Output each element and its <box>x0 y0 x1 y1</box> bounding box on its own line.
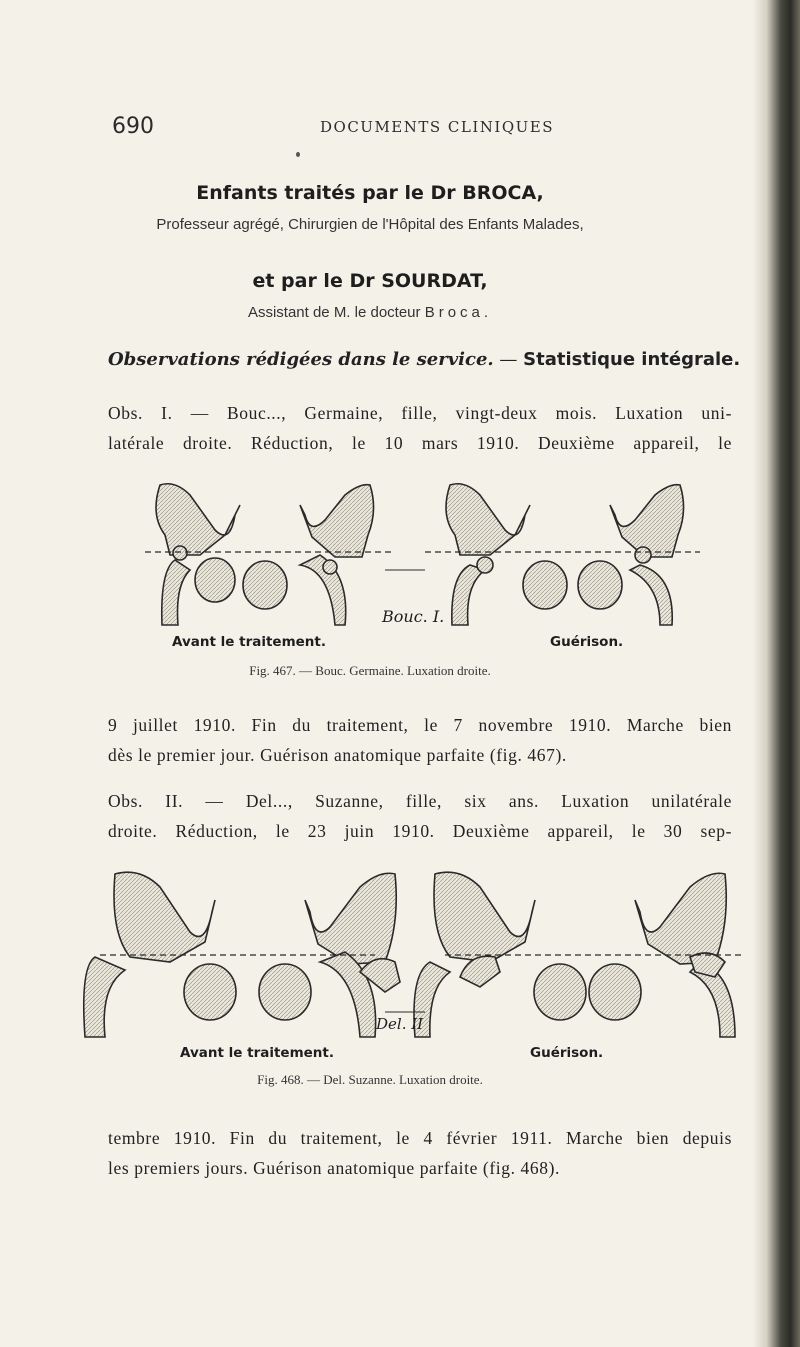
figure-468-caption: Fig. 468. — Del. Suzanne. Luxation droite. <box>257 1072 483 1087</box>
intro-subtitle-broca: Professeur agrégé, Chirurgien de l'Hôpital des Enfants Malades, <box>156 216 584 233</box>
running-title: DOCUMENTS CLINIQUES <box>320 118 555 136</box>
obs1-cont-line-1: 9 juillet 1910. Fin du traitement, le 7 novembre 1910. Marche bien <box>108 715 732 735</box>
intro-title-broca: Enfants traités par le Dr BROCA, <box>196 182 544 204</box>
obs1-line-1: Obs. I. — Bouc..., Germaine, fille, vingt-deux mois. Luxation uni- <box>108 403 732 423</box>
figure-468-label-before: Avant le traitement. <box>180 1045 334 1061</box>
figure-468-label-after: Guérison. <box>530 1045 604 1061</box>
obs2-cont-line-1: tembre 1910. Fin du traitement, le 4 février 1911. Marche bien depuis <box>108 1128 732 1148</box>
figure-468-handwritten-label: Del. II <box>376 1015 424 1033</box>
intro-assistant-text: Assistant de M. le docteur <box>247 304 425 321</box>
section-heading-bold: Statistique intégrale. <box>523 349 741 370</box>
obs2-paragraph <box>108 786 732 846</box>
page-number: 690 <box>112 114 154 139</box>
obs2-line-2: droite. Réduction, le 23 juin 1910. Deuxième appareil, le 30 sep- <box>108 821 732 841</box>
figure-468 <box>0 862 800 1077</box>
intro-broca-name: Broca. <box>424 304 493 321</box>
obs1-continuation-paragraph <box>108 710 732 770</box>
ink-speck <box>296 152 300 157</box>
figure-467-label-before: Avant le traitement. <box>172 634 326 650</box>
section-heading-italic: Observations rédigées dans le service. <box>108 349 494 370</box>
figure-467-label-after: Guérison. <box>550 634 624 650</box>
figure-467 <box>0 475 800 685</box>
obs2-continuation-paragraph <box>108 1123 732 1183</box>
obs2-line-1: Obs. II. — Del..., Suzanne, fille, six ans. Luxation unilatérale <box>108 791 732 811</box>
section-heading <box>108 349 740 370</box>
section-heading-dash: — <box>493 349 524 370</box>
intro-subtitle-sourdat <box>0 304 800 321</box>
figure-467-handwritten-label: Bouc. I. <box>382 607 445 626</box>
figure-467-caption: Fig. 467. — Bouc. Germaine. Luxation droite. <box>249 663 491 678</box>
page-header <box>108 112 728 148</box>
intro-title-sourdat: et par le Dr SOURDAT, <box>252 270 488 292</box>
obs2-cont-line-2: les premiers jours. Guérison anatomique parfaite (fig. 468). <box>108 1158 560 1178</box>
obs1-line-2: latérale droite. Réduction, le 10 mars 1910. Deuxième appareil, le <box>108 433 732 453</box>
obs1-cont-line-2: dès le premier jour. Guérison anatomique parfaite (fig. 467). <box>108 745 567 765</box>
obs1-paragraph <box>108 398 732 458</box>
